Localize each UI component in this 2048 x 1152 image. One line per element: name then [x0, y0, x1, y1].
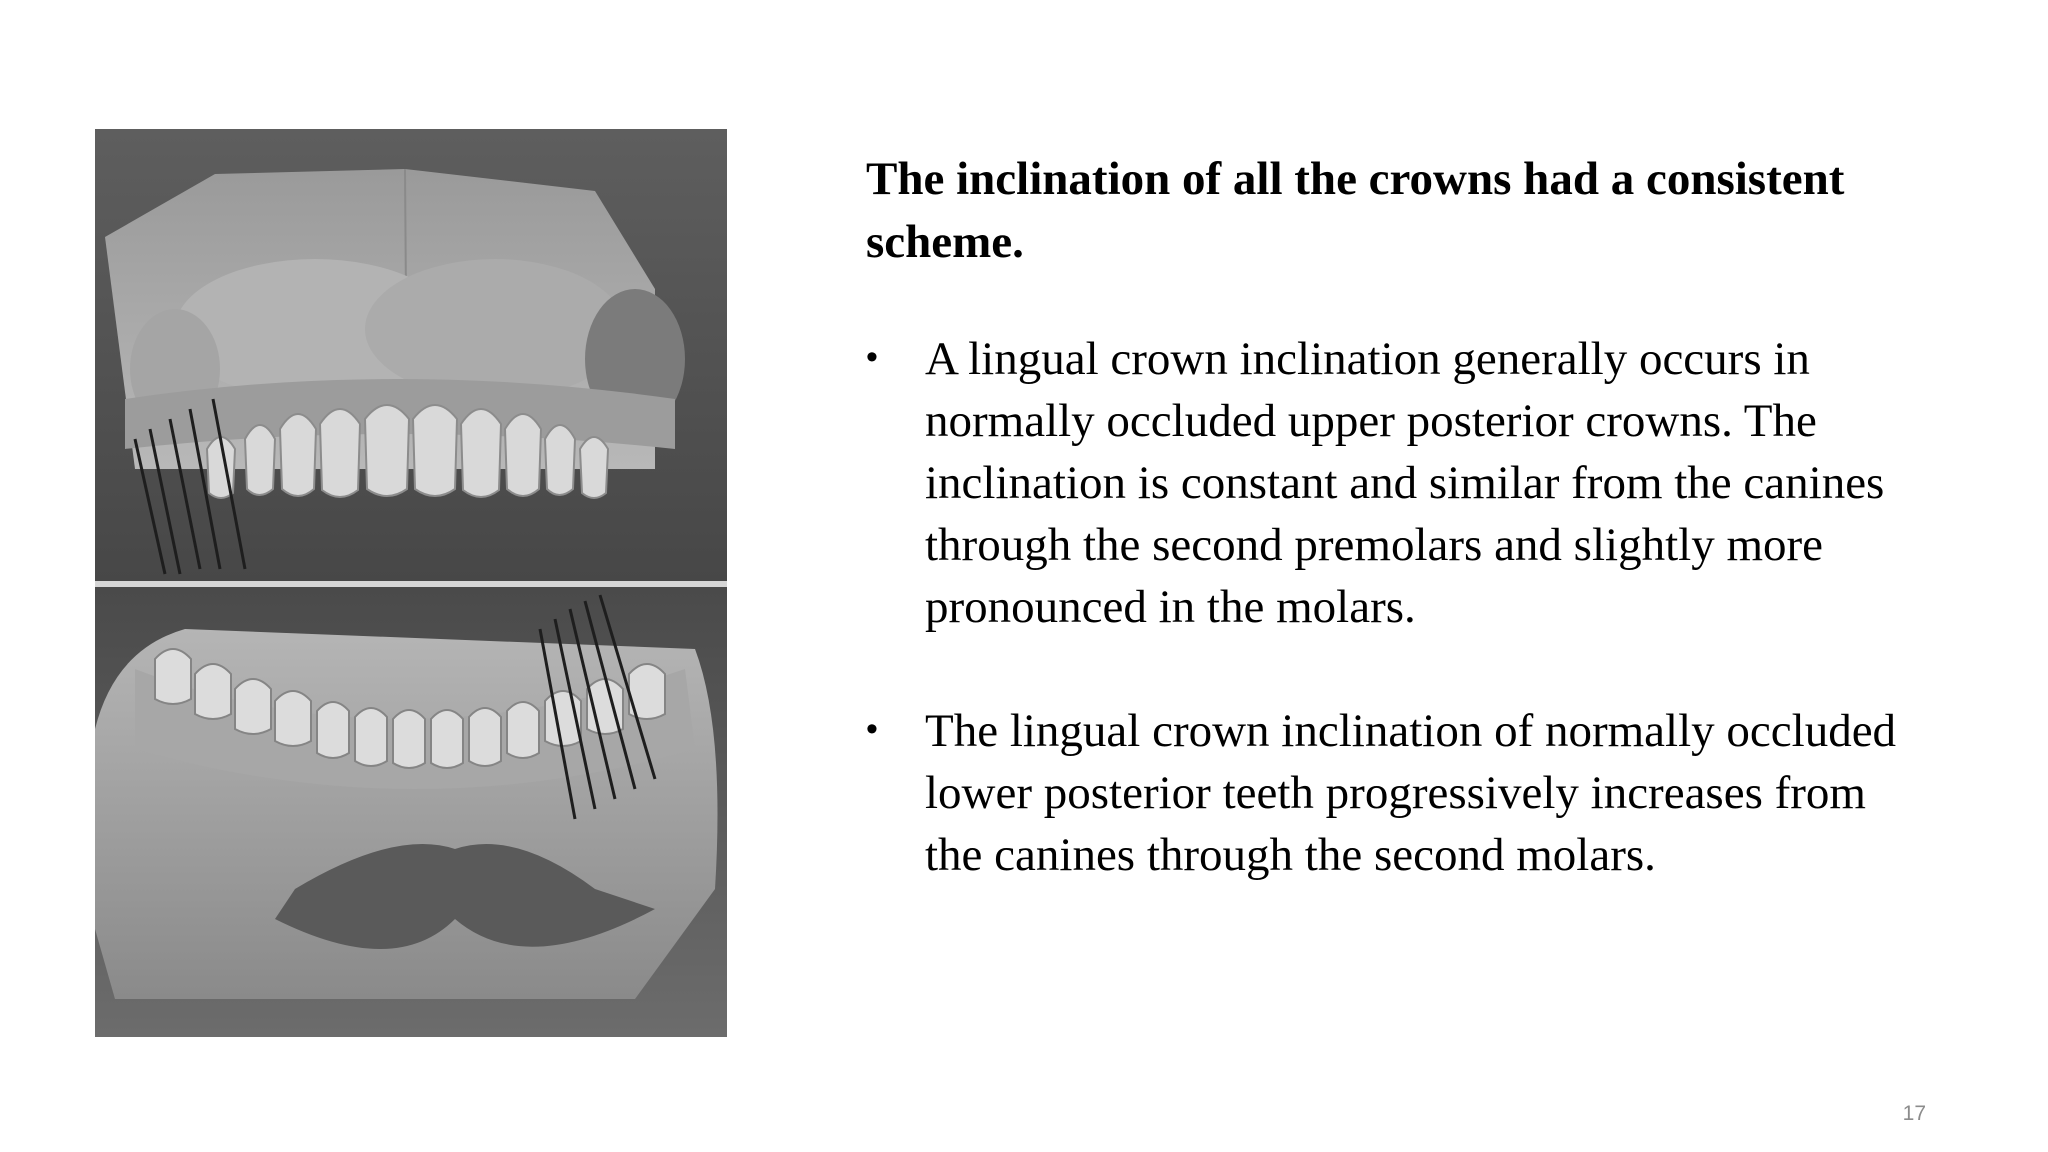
photo-divider [95, 581, 727, 587]
dental-casts-photo [95, 129, 727, 1037]
bullet-item [866, 700, 1925, 886]
bullet-text: The lingual crown inclination of normally occluded lower posterior teeth progressively increases from the canines through the second molars. [925, 705, 1897, 881]
slide-heading: The inclination of all the crowns had a consistent scheme. [866, 153, 1845, 268]
bullet-list [866, 328, 1906, 886]
bullet-marker: • [866, 338, 878, 376]
page-number: 17 [1902, 1102, 1926, 1125]
slide-text [866, 148, 1906, 948]
bullet-item [866, 328, 1925, 638]
bullet-text: A lingual crown inclination generally occurs in normally occluded upper posterior crowns. The inclination is constant and similar from the canines through the second premolars and slightly more pronounced in the molars. [925, 333, 1885, 633]
bullet-marker: • [866, 710, 878, 748]
